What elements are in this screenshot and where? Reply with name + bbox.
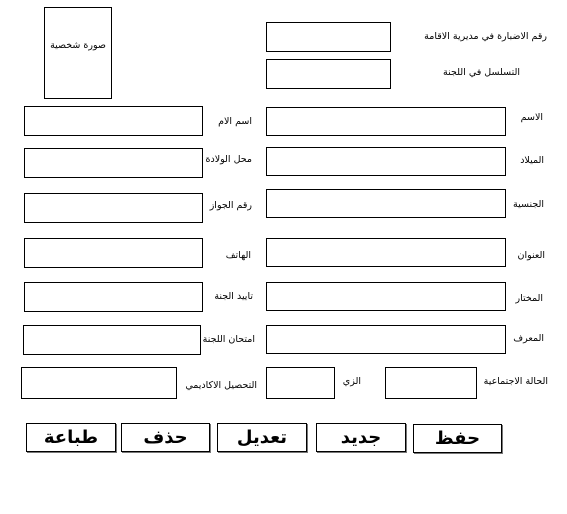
phone-input[interactable]: [24, 238, 203, 268]
nationality-input[interactable]: [266, 189, 506, 218]
new-button[interactable]: جديد: [316, 423, 406, 452]
birth-date-input[interactable]: [266, 147, 506, 176]
committee-confirm-label: تاييد الجنة: [214, 291, 253, 302]
nationality-label: الجنسية: [513, 199, 544, 210]
print-button[interactable]: طباعة: [26, 423, 116, 452]
residence-id-input[interactable]: [266, 22, 391, 52]
committee-exam-input[interactable]: [23, 325, 201, 355]
address-input[interactable]: [266, 238, 506, 267]
mother-name-label: اسم الام: [218, 116, 252, 127]
edit-button[interactable]: تعديل: [217, 423, 307, 452]
education-label: التحصيل الاكاديمي: [185, 380, 257, 391]
committee-seq-label: التسلسل في اللجنة: [443, 67, 520, 78]
passport-label: رقم الجواز: [209, 200, 252, 211]
mukhtar-label: المختار: [515, 293, 543, 304]
birth-place-label: محل الولادة: [205, 154, 252, 165]
referrer-input[interactable]: [266, 325, 506, 354]
mukhtar-input[interactable]: [266, 282, 506, 311]
phone-label: الهاتف: [225, 250, 251, 261]
name-input[interactable]: [266, 107, 506, 136]
marital-status-label: الحالة الاجتماعية: [483, 376, 548, 387]
committee-exam-label: امتحان اللجنة: [202, 334, 255, 345]
residence-id-label: رقم الاضبارة في مديرية الاقامة: [424, 31, 547, 42]
photo-box: [44, 7, 112, 99]
name-label: الاسم: [520, 112, 543, 123]
mother-name-input[interactable]: [24, 106, 203, 136]
photo-label: صورة شخصية: [50, 40, 106, 51]
referrer-label: المعرف: [513, 333, 544, 344]
committee-seq-input[interactable]: [266, 59, 391, 89]
address-label: العنوان: [517, 250, 545, 261]
dress-label: الزي: [342, 376, 361, 387]
passport-input[interactable]: [24, 193, 203, 223]
birth-date-label: الميلاد: [520, 155, 544, 166]
delete-button[interactable]: حذف: [121, 423, 210, 452]
birth-place-input[interactable]: [24, 148, 203, 178]
committee-confirm-input[interactable]: [24, 282, 203, 312]
education-input[interactable]: [21, 367, 177, 399]
dress-input[interactable]: [266, 367, 335, 399]
marital-status-input[interactable]: [385, 367, 477, 399]
save-button[interactable]: حفظ: [413, 424, 502, 453]
